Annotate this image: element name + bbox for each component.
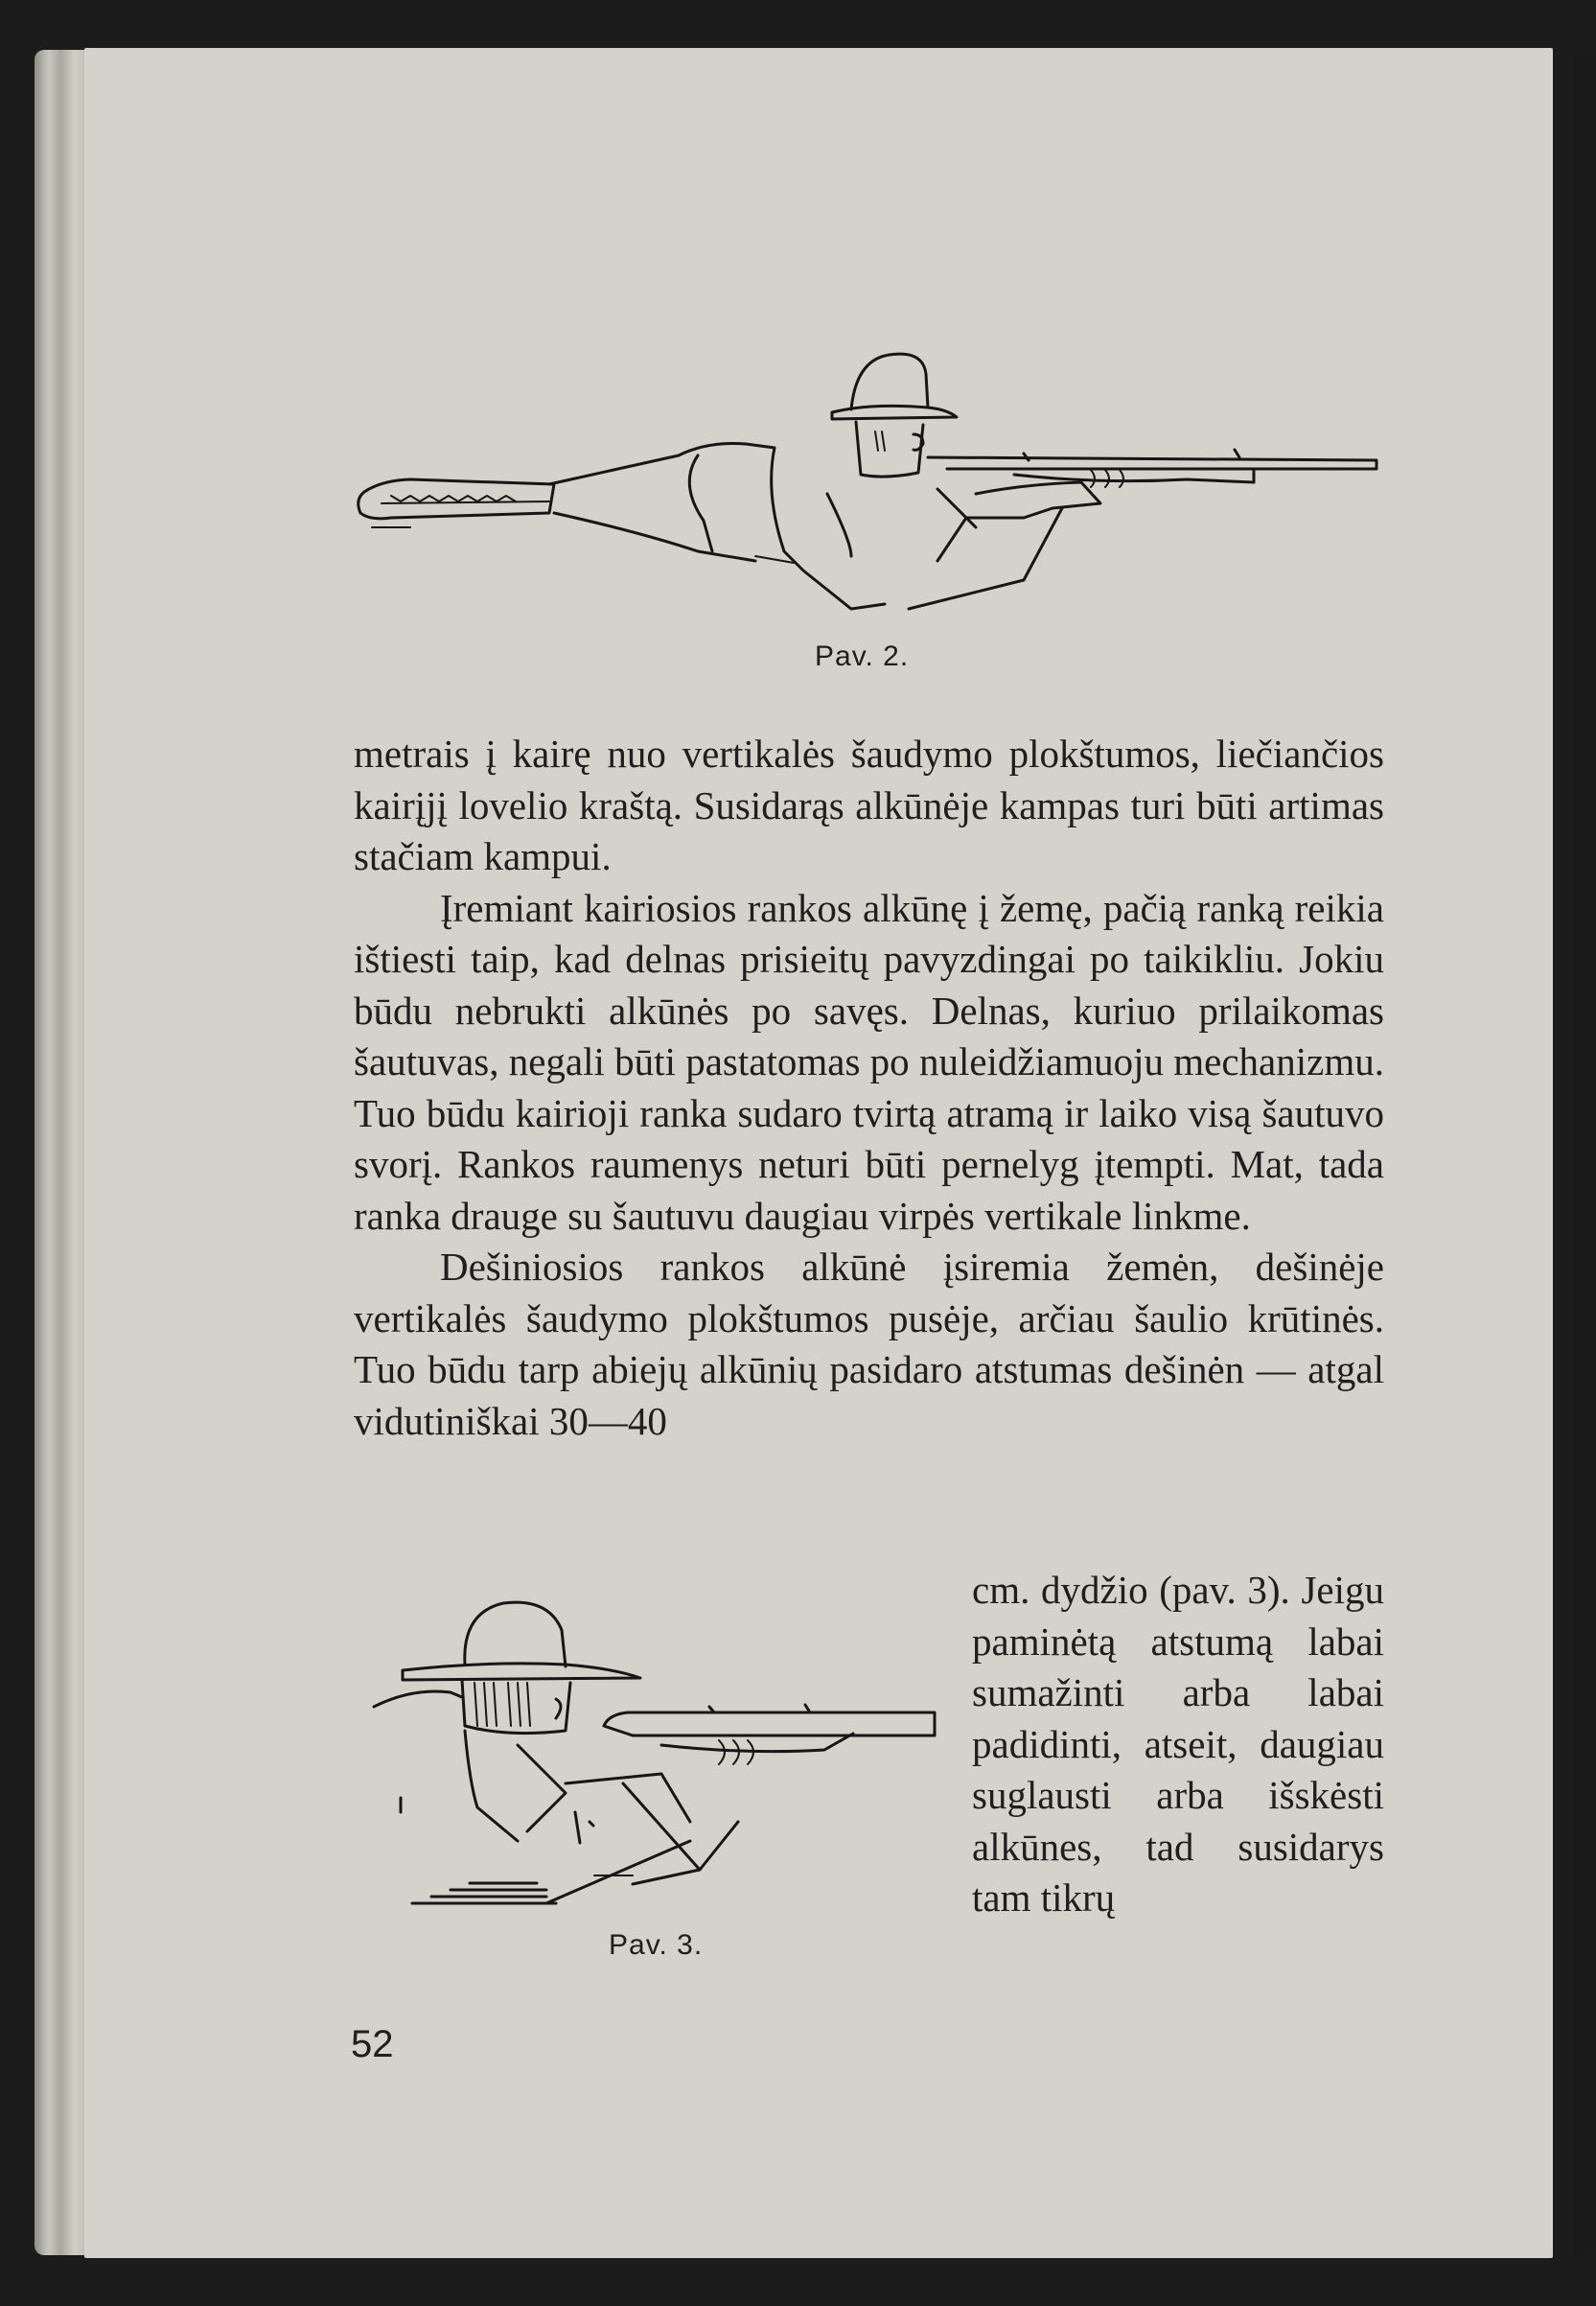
figure-3-illustration (374, 1592, 939, 1927)
wrapped-text (972, 1565, 1384, 1924)
hat-drawing (403, 1602, 640, 1680)
spine-shadow (1575, 48, 1596, 2258)
boot-drawing (359, 479, 554, 527)
paragraph-3: Dešiniosios rankos alkūnė įsiremia žemėn, dešinėje vertikalės šaudymo plokštumos pusėje, arčiau šaulio krūtinės. Tuo būdu tarp abiejų alkūnių pasidaro atstumas dešinėn — atgal vidutiniškai 30—40 (354, 1245, 1384, 1443)
paragraph-2: Įremiant kairiosios rankos alkūnę į žemę, pačią ranką reikia ištiesti taip, kad delnas prisieitų pavyzdingai po taikikliu. Jokiu būdu nebrukti alkūnės po savęs. Delnas, kuriuo prilaikomas šautuvas, negali būti pastatomas po nuleidžiamuoju mechanizmu. Tuo būdu kairioji ranka sudaro tvirtą atramą ir laiko visą šautuvo svorį. Rankos raumenys neturi būti pernelyg įtempti. Mat, tada ranka drauge su šautuvu daugiau virpės vertikale linkme. (354, 885, 1384, 1238)
body-drawing (549, 444, 885, 610)
figure-2-illustration (353, 350, 1378, 618)
page-number: 52 (351, 2023, 394, 2065)
book-page-edges (35, 50, 92, 2255)
arms-drawing (465, 1731, 738, 1884)
figure-2-caption: Pav. 2. (815, 641, 910, 672)
ground-lines (412, 1841, 690, 1903)
rifle-drawing (604, 1705, 935, 1764)
paragraph-3-continued: cm. dydžio (pav. 3). Jeigu paminėtą atstumą labai sumažinti arba labai padidinti, atseit, daugiau suglausti arba išskėsti alkūnes, tad susidarys tam tikrų (972, 1568, 1384, 1920)
body-text (354, 729, 1384, 1447)
rifle-drawing (909, 450, 1376, 609)
figure-3-caption: Pav. 3. (609, 1929, 704, 1961)
paragraph-1: metrais į kairę nuo vertikalės šaudymo plokštumos, liečiančios kairįjį lovelio kraštą. Susidarąs alkūnėje kampas turi būti artimas stačiam kampui. (354, 732, 1384, 878)
